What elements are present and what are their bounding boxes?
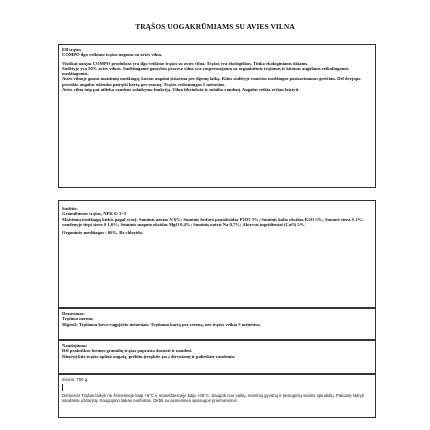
dosage-subheading: Tręšimo norma:: [62, 316, 94, 322]
intro-paragraph-2: Sudėtyje yra 50% avies vilnos. Sudėtingame gamybos procese vilna yra suspresuojama su organinėmis trąšomis ir kitomis augalams reikalingomis medžiagomis.: [62, 65, 349, 77]
warning-text: Dėmesio! Trąšas laikyti ne žemesnėje kaip +6°C ir neaukštesnėje kaip +35°C. Saugoti nuo vaikų, naminių gyvūnų ir tiesioginių saulės spindulių. Pakuotę laikyti sandariai uždarytą. Saugojimo laikas neribotas. Dirbti su asmeninės apsaugos priemonėmis.: [62, 393, 364, 404]
composition-heading: Sudėtis:: [62, 206, 78, 211]
weight-text: Svoris: 750 g.: [62, 377, 89, 382]
intro-line-1: EB trąšos: [62, 47, 82, 52]
composition-section: [58, 200, 376, 308]
usage-text-2: Išbarstykite trąšas aplink augalą, grėbliu įterpkite jas į dirvožemį ir palieskite vandeniu.: [62, 353, 236, 359]
intro-section: [58, 44, 376, 188]
composition-type: Granuliuotos trąšos, NPK 6+3+5: [62, 211, 127, 217]
usage-section: [58, 340, 376, 374]
page-title: TRĄŠOS UOGAKRŪMIAMS SU AVIES VILNA: [135, 22, 295, 31]
intro-paragraph-3: Avies vilnoje gausu maistinių medžiagų, kurias augalai įsisavina per ilgesnį laiką. Kitos sudėtyje esančios medžiagos pasisavinamos greičiau. Dėl dvejopo poveikio augalus užtenka patręšti kartą per sezoną. Trąšos veiksmingos 5 mėnesius.: [62, 76, 361, 87]
usage-heading: Naudojimas:: [62, 343, 88, 348]
intro-paragraph-1: Visiškai naujas COMPO produktas yra ilgo veikimo trąšos su avies vilna. Trąšos yra ekologiškos. Tinka ekologiniams ūkiams.: [62, 60, 309, 66]
composition-nutrients: Maistinių medžiagų kiekis pagal svorį: Suminis azotas N 6%: Suminis fosforo pentoksidas P2O5 3%; Suminis kalio oksidas K2O 5%; Suminė siera S 2%: vandenyje tirpi siera S 1,6%; Suminis magnio oksidas MgO 0,4%; Suminis natris Na 0,7%; Aktyvus ingridientai (CaO) 5%.: [62, 216, 364, 227]
dosage-text: 50g/m2; Tręšiama kovo-rugpjūčio mėnesiais. Tręšiama kartą per sezoną, nes trąšos veikia 5 mėnesius.: [62, 321, 261, 327]
intro-paragraph-4: Avies vilna taip pat atlieka vandens sulaikymo funkciją. Vilna išbrinksta ir sulaiko vandenį. Augalus reikia rečiau laistyti.: [62, 87, 300, 93]
footer-section: [58, 374, 376, 418]
intro-line-2: COMPO ilgo veikimo trąšos uogoms su avies vilna.: [62, 52, 163, 58]
composition-organic: Organinės medžiagos : 66%. Be chlorido.: [62, 230, 144, 236]
divider-mark: [62, 384, 63, 391]
dosage-heading: Dozavimas:: [62, 311, 85, 316]
usage-text-1: Dėl praktiškos formos granulių trąšas paprasta dozuoti ir naudoti.: [62, 348, 193, 354]
dosage-section: [58, 308, 376, 340]
